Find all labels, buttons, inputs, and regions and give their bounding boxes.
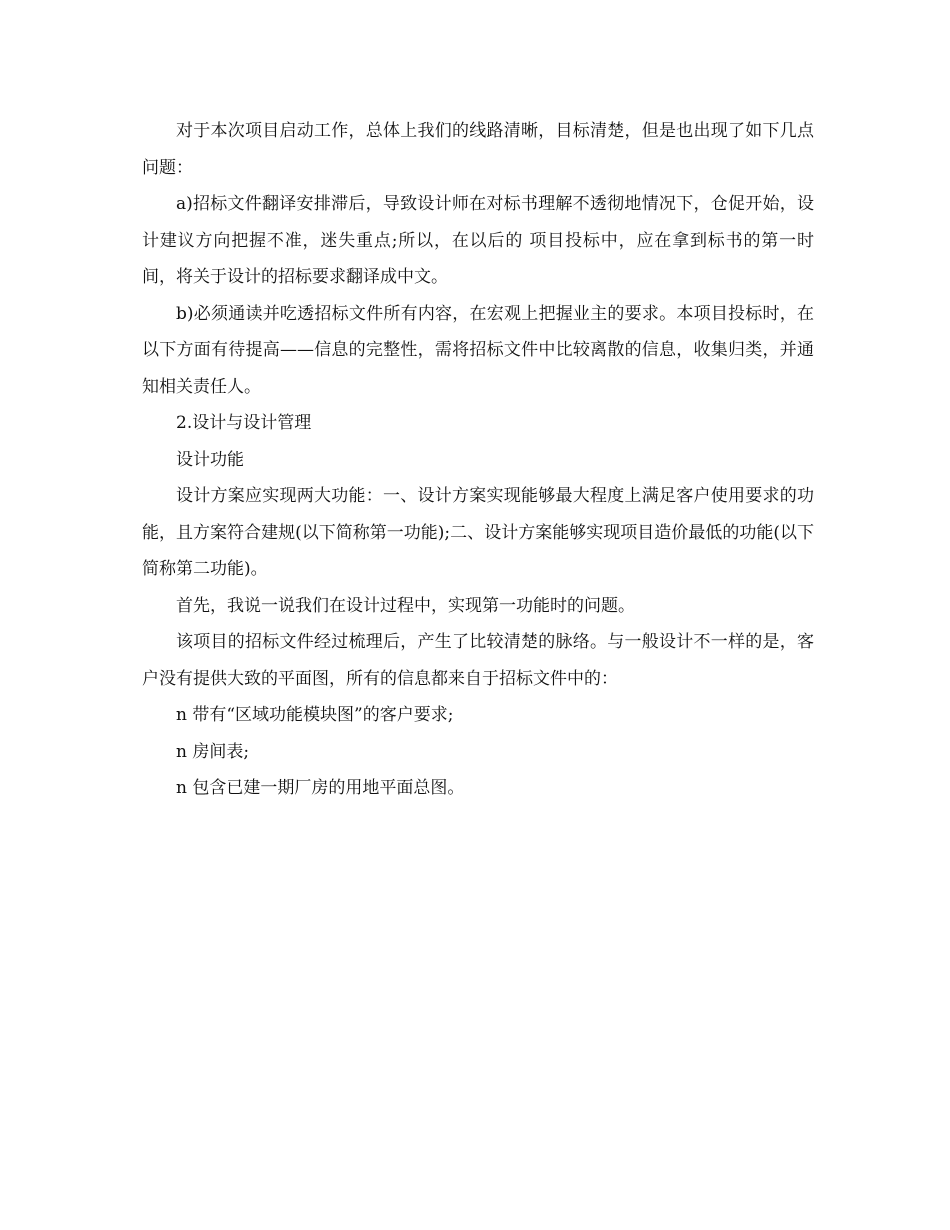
list-item: n 包含已建一期厂房的用地平面总图。 [176,778,465,798]
paragraph-first-function: 首先，我说一说我们在设计过程中，实现第一功能时的问题。 [176,595,635,616]
paragraph-issue-b: b)必须通读并吃透招标文件所有内容，在宏观上把握业主的要求。本项目投标时，在以下方面有待提高——信息的完整性，需将招标文件中比较离散的信息，收集归类，并通知相关责任人。 [142,303,814,397]
paragraph-intro: 对于本次项目启动工作，总体上我们的线路清晰，目标清楚，但是也出现了如下几点问题： [142,121,814,178]
list-item: n 房间表; [176,741,250,762]
paragraph-tender-docs: 该项目的招标文件经过梳理后，产生了比较清楚的脉络。与一般设计不一样的是，客户没有提供大致的平面图，所有的信息都来自于招标文件中的： [142,632,814,689]
list-item: n 带有“区域功能模块图”的客户要求; [176,705,454,725]
paragraph-design-functions: 设计方案应实现两大功能：一、设计方案实现能够最大程度上满足客户使用要求的功能，且方案符合建规(以下简称第一功能);二、设计方案能够实现项目造价最低的功能(以下简称第二功能)。 [142,486,814,579]
document-body [142,113,814,807]
paragraph-issue-a: a)招标文件翻译安排滞后，导致设计师在对标书理解不透彻地情况下，仓促开始，设计建议方向把握不准，迷失重点;所以，在以后的 项目投标中，应在拿到标书的第一时间，将关于设计的招标要求翻译成中文。 [142,194,814,287]
section-heading: 2.设计与设计管理 [176,413,312,433]
sub-heading: 设计功能 [176,449,244,470]
